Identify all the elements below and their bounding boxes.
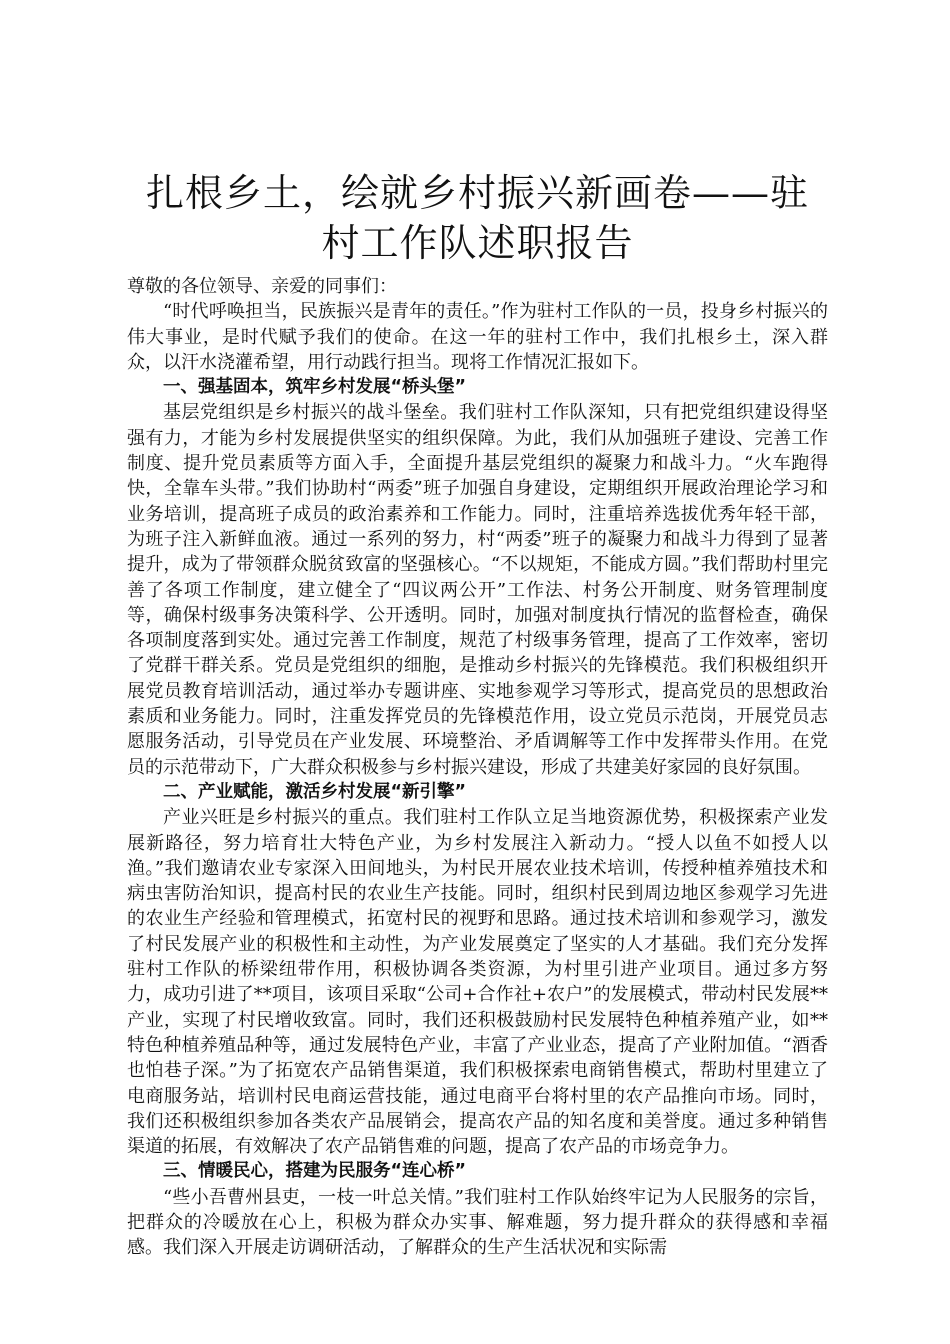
document-page <box>127 168 828 1261</box>
section-paragraph-3: “些小吾曹州县吏，一枝一叶总关情。”我们驻村工作队始终牢记为人民服务的宗旨，把群众的冷暖放在心上，积极为群众办实事、解难题，努力提升群众的获得感和幸福感。我们深入开展走访调研活动，了解群众的生产生活状况和实际需 <box>127 1186 828 1259</box>
section-paragraph-2: 产业兴旺是乡村振兴的重点。我们驻村工作队立足当地资源优势，积极探索产业发展新路径，努力培育壮大特色产业，为乡村发展注入新动力。“授人以鱼不如授人以渔。”我们邀请农业专家深入田间地头，为村民开展农业技术培训，传授种植养殖技术和病虫害防治知识，提高村民的农业生产技能。同时，组织村民到周边地区参观学习先进的农业生产经验和管理模式，拓宽村民的视野和思路。通过技术培训和参观学习，激发了村民发展产业的积极性和主动性，为产业发展奠定了坚实的人才基础。我们充分发挥驻村工作队的桥梁纽带作用，积极协调各类资源，为村里引进产业项目。通过多方努力，成功引进了**项目，该项目采取“公司+合作社+农户”的发展模式，带动村民发展**产业，实现了村民增收致富。同时，我们还积极鼓励村民发展特色种植养殖产业，如**特色种植养殖品种等，通过发展特色产业，丰富了产业业态，提高了产业附加值。“酒香也怕巷子深。”为了拓宽农产品销售渠道，我们积极探索电商销售模式，帮助村里建立了电商服务站，培训村民电商运营技能，通过电商平台将村里的农产品推向市场。同时，我们还积极组织参加各类农产品展销会，提高农产品的知名度和美誉度。通过多种销售渠道的拓展，有效解决了农产品销售难的问题，提高了农产品的市场竞争力。 <box>127 807 828 1158</box>
section-heading-1: 一、强基固本，筑牢乡村发展“桥头堡” <box>163 377 467 398</box>
section-heading-2: 二、产业赋能，激活乡村发展“新引擎” <box>163 781 467 802</box>
salutation: 尊敬的各位领导、亲爱的同事们： <box>127 276 397 297</box>
document-body <box>127 274 828 1261</box>
intro-paragraph: “时代呼唤担当，民族振兴是青年的责任。”作为驻村工作队的一员，投身乡村振兴的伟大事业，是时代赋予我们的使命。在这一年的驻村工作中，我们扎根乡土，深入群众，以汗水浇灌希望，用行动践行担当。现将工作情况汇报如下。 <box>127 301 828 373</box>
section-heading-3: 三、情暖民心，搭建为民服务“连心桥” <box>163 1161 467 1182</box>
document-title: 扎根乡土，绘就乡村振兴新画卷——驻村工作队述职报告 <box>145 171 809 265</box>
section-paragraph-1: 基层党组织是乡村振兴的战斗堡垒。我们驻村工作队深知，只有把党组织建设得坚强有力，才能为乡村发展提供坚实的组织保障。为此，我们从加强班子建设、完善工作制度、提升党员素质等方面入手，全面提升基层党组织的凝聚力和战斗力。“火车跑得快，全靠车头带。”我们协助村“两委”班子加强自身建设，定期组织开展政治理论学习和业务培训，提高班子成员的政治素养和工作能力。同时，注重培养选拔优秀年轻干部，为班子注入新鲜血液。通过一系列的努力，村“两委”班子的凝聚力和战斗力得到了显著提升，成为了带领群众脱贫致富的坚强核心。“不以规矩，不能成方圆。”我们帮助村里完善了各项工作制度，建立健全了“四议两公开”工作法、村务公开制度、财务管理制度等，确保村级事务决策科学、公开透明。同时，加强对制度执行情况的监督检查，确保各项制度落到实处。通过完善工作制度，规范了村级事务管理，提高了工作效率，密切了党群干群关系。党员是党组织的细胞，是推动乡村振兴的先锋模范。我们积极组织开展党员教育培训活动，通过举办专题讲座、实地参观学习等形式，提高党员的思想政治素质和业务能力。同时，注重发挥党员的先锋模范作用，设立党员示范岗，开展党员志愿服务活动，引导党员在产业发展、环境整治、矛盾调解等工作中发挥带头作用。在党员的示范带动下，广大群众积极参与乡村振兴建设，形成了共建美好家园的良好氛围。 <box>127 402 828 778</box>
